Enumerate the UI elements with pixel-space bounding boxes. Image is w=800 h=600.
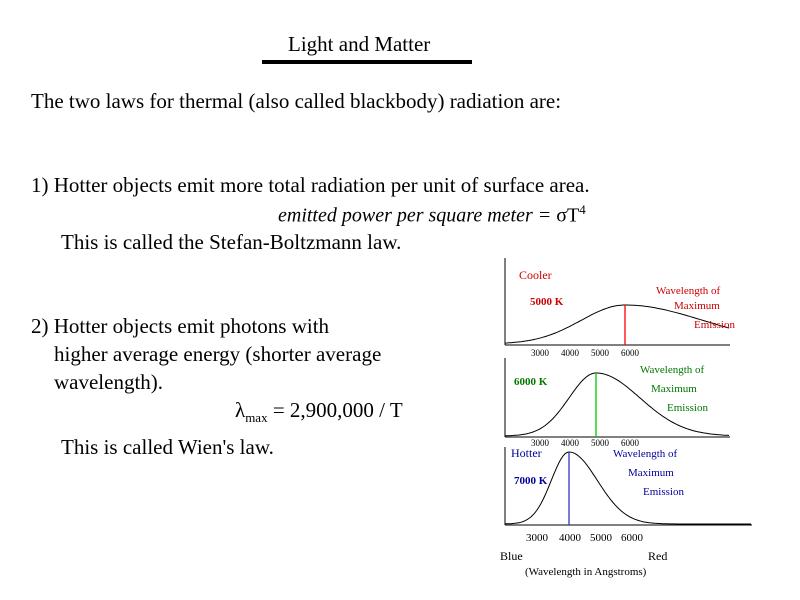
lambda-symbol: λ bbox=[235, 398, 246, 422]
wien-equation-rest: = 2,900,000 / T bbox=[267, 398, 403, 422]
red-label: Red bbox=[648, 549, 668, 563]
title-underline bbox=[262, 60, 472, 64]
law1-name: This is called the Stefan-Boltzmann law. bbox=[61, 230, 402, 254]
law2-line1: 2) Hotter objects emit photons with bbox=[31, 314, 330, 338]
panel1-peak-label-line1: Wavelength of bbox=[656, 285, 721, 297]
panel1-temperature-label: 5000 K bbox=[530, 296, 564, 308]
panel2-temperature-label: 6000 K bbox=[514, 376, 548, 388]
stefan-boltzmann-equation bbox=[278, 202, 586, 228]
panel1-peak-label-line2: Maximum bbox=[674, 300, 720, 312]
blue-label: Blue bbox=[500, 549, 523, 563]
panel-cooler bbox=[505, 258, 735, 358]
wien-equation bbox=[235, 398, 403, 423]
law2-name: This is called Wien's law. bbox=[61, 435, 274, 459]
equation-exponent: 4 bbox=[579, 202, 586, 217]
panel2-peak-label-line2: Maximum bbox=[651, 383, 697, 395]
panel3-peak-label-line2: Maximum bbox=[628, 467, 674, 479]
law1-statement: 1) Hotter objects emit more total radiation per unit of surface area. bbox=[31, 173, 590, 197]
panel1-tick-4000: 4000 bbox=[561, 348, 579, 358]
panel3-tick-3000: 3000 bbox=[526, 532, 548, 544]
cooler-label: Cooler bbox=[519, 268, 552, 282]
panel2-tick-4000: 4000 bbox=[561, 438, 579, 448]
panel2-peak-label-line3: Emission bbox=[667, 402, 708, 414]
panel1-tick-6000: 6000 bbox=[621, 348, 639, 358]
panel1-peak-label-line3: Emission bbox=[694, 319, 735, 331]
slide-title: Light and Matter bbox=[288, 32, 431, 56]
panel2-tick-5000: 5000 bbox=[591, 438, 609, 448]
equation-symbol: σT bbox=[556, 204, 580, 227]
panel2-tick-3000: 3000 bbox=[531, 438, 549, 448]
blackbody-figure bbox=[490, 255, 760, 585]
panel1-tick-3000: 3000 bbox=[531, 348, 549, 358]
panel3-peak-label-line1: Wavelength of bbox=[613, 448, 678, 460]
panel-hotter bbox=[505, 446, 752, 544]
panel2-peak-label-line1: Wavelength of bbox=[640, 364, 705, 376]
panel2-tick-6000: 6000 bbox=[621, 438, 639, 448]
panel1-tick-5000: 5000 bbox=[591, 348, 609, 358]
panel3-curve bbox=[505, 452, 751, 524]
law2-line3: wavelength). bbox=[54, 370, 164, 394]
panel3-temperature-label: 7000 K bbox=[514, 475, 548, 487]
law2-line2: higher average energy (shorter average bbox=[54, 342, 382, 366]
lambda-subscript: max bbox=[245, 410, 268, 425]
panel3-tick-6000: 6000 bbox=[621, 532, 643, 544]
panel-medium bbox=[505, 358, 730, 448]
hotter-label: Hotter bbox=[511, 446, 542, 460]
intro-text: The two laws for thermal (also called blackbody) radiation are: bbox=[31, 89, 562, 113]
panel3-tick-5000: 5000 bbox=[590, 532, 612, 544]
panel3-tick-4000: 4000 bbox=[559, 532, 581, 544]
equation-text: emitted power per square meter = bbox=[278, 204, 552, 227]
axis-caption: (Wavelength in Angstroms) bbox=[525, 566, 647, 578]
panel3-peak-label-line3: Emission bbox=[643, 486, 684, 498]
